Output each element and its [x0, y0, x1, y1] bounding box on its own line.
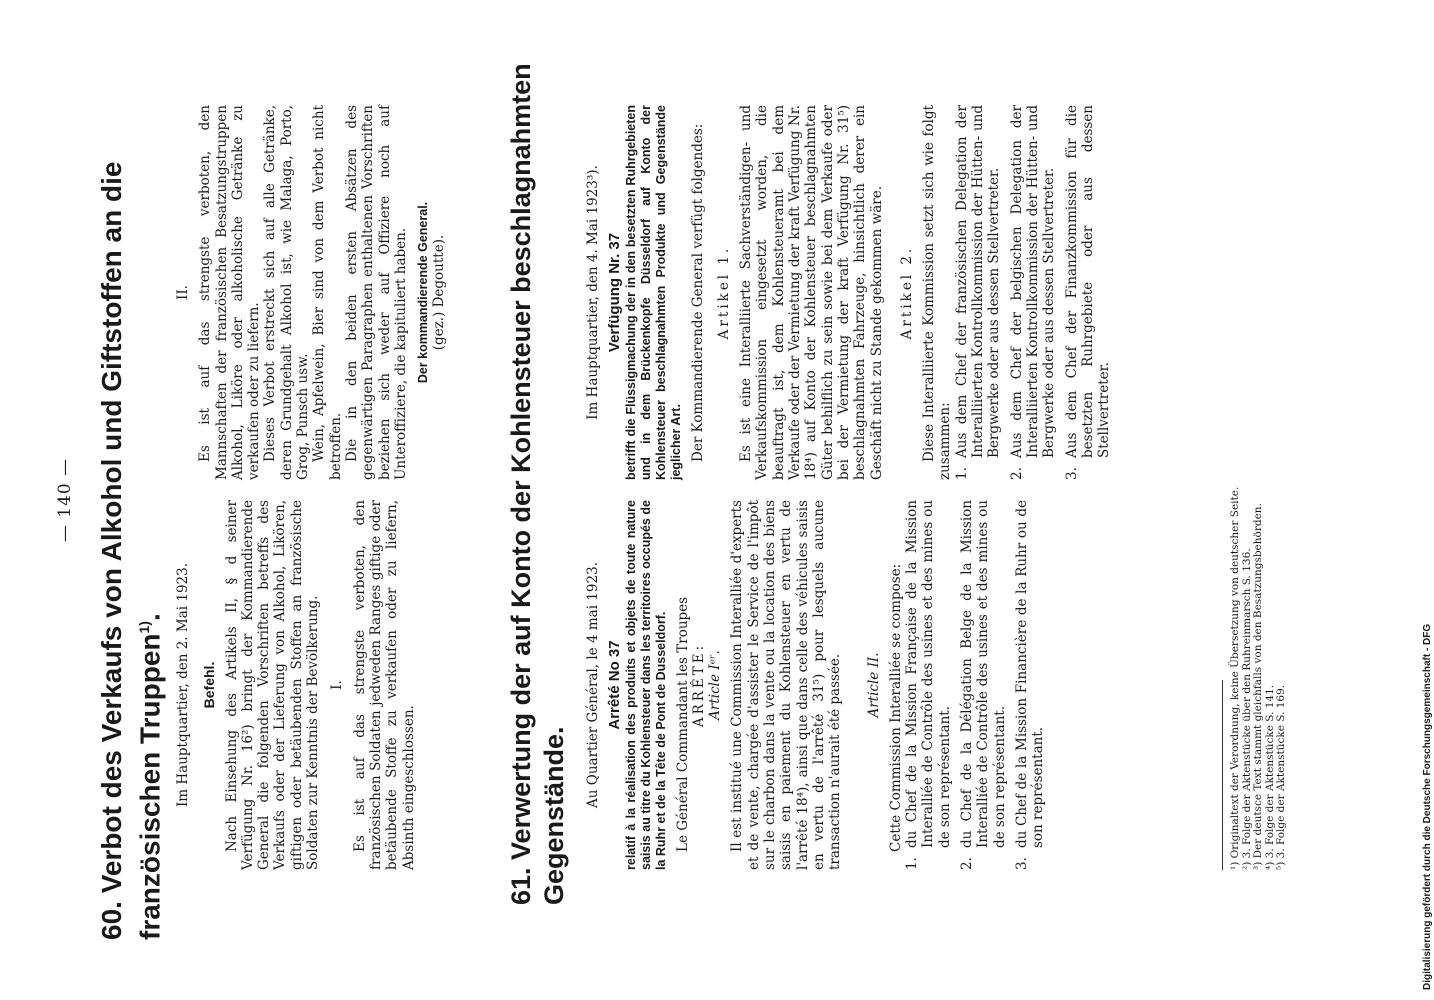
de-article-2-intro: Diese Interalliierte Kommission setzt sich wie folgt zusammen:	[921, 105, 954, 480]
fr-general: Le Général Commandant les Troupes	[674, 596, 691, 852]
footnote: ³) Der deutsce Text stammt gleichfalls von den Besatzungsbehörden.	[1252, 503, 1264, 870]
section-60-right-column	[175, 105, 448, 480]
fr-place-date: Au Quartier Général, le 4 mai 1923.	[585, 562, 601, 808]
de-member-item: 1. Aus dem Chef der französischen Delegation der Interalliierten Kontrollkommission der Hütten- und Bergwerke oder aus dessen Stellvertreter.	[953, 105, 1003, 480]
footnote: ²) 3. Folge der Aktenstücke über den Ruhreinmarsch S. 136.	[1240, 548, 1253, 870]
footnote: ¹) Originaltext der Verordnung, keine Übersetzung von deutscher Seite.	[1229, 486, 1241, 870]
fr-member-item: 1. du Chef de la Mission Française de la Mission Interalliée de Contrôle des usines et des mines ou de son représentant.	[904, 500, 953, 870]
de-place-date: Im Hauptquartier, den 4. Mai 1923³).	[585, 165, 601, 420]
de-article-1-text: Es ist eine Interalliierte Sachverständigen- und Verkaufskommission eingesetzt worden, die beauftragt ist, dem Kohlensteueramt bei dem Verkaufe oder der Vermietung der kraft Verfügung Nr. 18⁴) auf Konto der Kohlensteuer beschlagnahmten Güter behilflich zu sein sowie bei dem Verkaufe oder bei der Vermietung der kraft Verfügung Nr. 31⁵) beschlagnahmten Fahrzeuge, hinsichtlich derer ein Geschäft nicht zu Stande gekommen wäre.	[738, 105, 885, 480]
fr-article-2-heading: Article II.	[865, 652, 882, 718]
roman-numeral-1: I.	[329, 680, 346, 690]
signature-name: (gez.) Degoutte).	[431, 234, 448, 351]
paragraph-1: Es ist auf das strengste verboten, den französischen Soldaten jedweden Ranges giftige oder betäubende Stoffe zu verkaufen oder zu liefern, Absinth eingeschlossen.	[351, 500, 417, 870]
place-date: Im Hauptquartier, den 2. Mai 1923.	[175, 562, 191, 808]
digitization-credit: Digitalisierung gefördert durch die Deutsche Forschungsgemeinschaft - DFG	[1422, 623, 1433, 990]
befehl-heading: Befehl.	[201, 661, 218, 709]
paragraph-2b: Dieses Verbot erstreckt sich auf alle Getränke, deren Grundgehalt Alkohol ist, wie Malaga, Porto, Grog, Punsch usw.	[262, 105, 312, 480]
de-member-item: 3. Aus dem Chef der Finanzkommission für die besetzten Ruhrgebiete oder aus dessen Stellvertreter.	[1063, 105, 1113, 480]
de-article-2-heading: Artikel 2.	[898, 245, 915, 340]
footnote: ⁵) 3. Folge der Aktenstücke S. 169.	[1275, 684, 1287, 870]
fr-member-item: 2. du Chef de la Délégation Belge de la Mission Interalliée de Contrôle des usines et des mines ou de son représentant.	[959, 500, 1008, 870]
de-article-1-heading: Artikel 1.	[715, 245, 732, 340]
paragraph-2a: Es ist auf das strengste verboten, den Mannschaften der französischen Besatzungstruppen Alkohol, Liköre oder alkoholische Getränke zu verkaufen oder zu liefern.	[197, 105, 263, 480]
arrete-description: relatif à la réalisation des produits et objets de toute nature saisis au titre du Kohlensteuer dans les territoires occupés de la Ruhr et de la Tête de Pont de Dusseldorf.	[623, 500, 668, 870]
verfuegung-description: betrifft die Flüssigmachung der in den besetzten Ruhrgebieten und in dem Brückenkopfe Düsseldorf auf Konto der Kohlensteuer beschlagnahmten Produkte und Gegenstände jeglicher Art.	[623, 105, 683, 480]
section-61-french-column	[585, 500, 1053, 870]
fr-member-list	[904, 500, 1046, 870]
section-60-title: 60. Verbot des Verkaufs von Alkohol und Giftstoffen an die französischen Truppen$^{1)}$.	[96, 161, 166, 940]
arrete-word: ARRÊTE:	[690, 642, 707, 728]
footnote-rule	[1222, 680, 1223, 870]
roman-numeral-2: II.	[175, 285, 191, 300]
section-60-left-column	[175, 500, 417, 870]
section-61-title: 61. Verwertung der auf Konto der Kohlensteuer beschlagnahmten Gegenstände.	[506, 63, 569, 905]
fr-member-item: 3. du Chef de la Mission Financière de la Ruhr ou de son représentant.	[1013, 500, 1047, 870]
fr-article-1-heading: Article Iᵉʳ.	[707, 650, 724, 720]
page-number: — 140 —	[55, 457, 75, 543]
footnotes	[1230, 170, 1288, 870]
footnote: ⁴) 3. Folge der Aktenstücke S. 141.	[1263, 684, 1276, 870]
section-61-german-column	[585, 105, 1118, 480]
paragraph-2d: Die in den beiden ersten Absätzen des gegenwärtigen Paragraphen enthaltenen Vorschriften beziehen sich weder auf Offiziere noch auf Unteroffiziere, die kapituliert haben.	[343, 105, 409, 480]
de-general: Der Kommandierende General verfügt folgendes:	[689, 123, 706, 462]
fr-article-1-text: Il est institué une Commission Interalliée d'experts et de vente, chargée d'assister le Service de l'impôt sur le charbon dans la vente ou la location des biens saisis en paiement du Kohlensteuer en vertu de l'arrêté 18⁴), ainsi que dans celle des véhicules saisis en vertu de l'arrêté 31⁵) pour lesquels aucune transaction n'aurait été passée.	[729, 500, 844, 870]
de-member-item: 2. Aus dem Chef der belgischen Delegation der Interalliierten Kontrollkommission der Hütten- und Bergwerke oder aus dessen Stellvertreter.	[1008, 105, 1058, 480]
de-member-list	[954, 105, 1113, 480]
paragraph-2c: Wein, Apfelwein, Bier sind von dem Verbot nicht betroffen.	[311, 105, 344, 480]
fr-article-2-intro: Cette Commission Interalliée se compose:	[887, 563, 904, 852]
verfuegung-title: Verfügung Nr. 37	[606, 232, 624, 353]
arrete-title: Arrêté No 37	[606, 640, 624, 730]
signature-title: Der kommandierende General.	[416, 201, 431, 384]
intro-paragraph: Nach Einsehung des Artikels II, § d seiner Verfügung Nr. 16²) bringt der Kommandierende General die folgenden Vorschriften betreffs des Verkaufs oder der Lieferung von Alkohol, Likören, giftigen oder betäubenden Stoffen an französische Soldaten zur Kenntnis der Bevölkerung.	[223, 500, 322, 870]
